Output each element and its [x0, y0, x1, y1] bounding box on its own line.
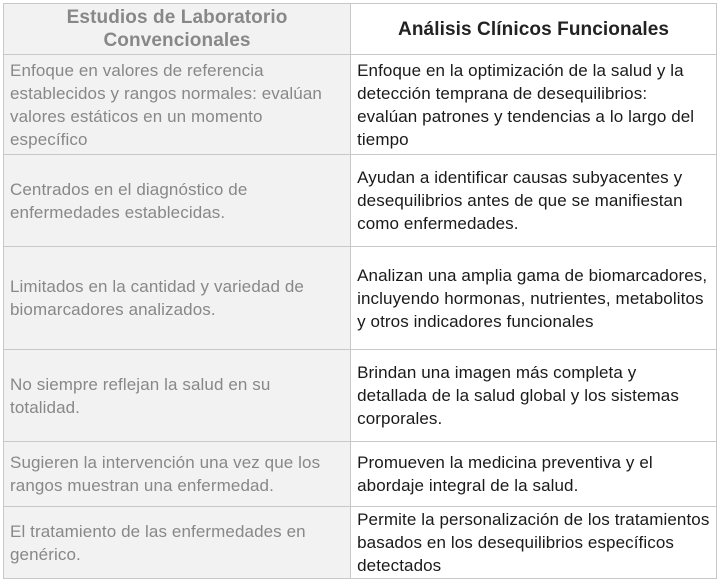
- functional-cell: Promueven la medicina preventiva y el abordaje integral de la salud.: [351, 442, 717, 507]
- functional-cell: Permite la personalización de los tratamientos basados en los desequilibrios específicos detectados: [351, 507, 717, 579]
- table-row: [4, 507, 717, 579]
- functional-cell: Enfoque en la optimización de la salud y la detección temprana de desequilibrios: evalúan patrones y tendencias a lo largo del tiempo: [351, 55, 717, 155]
- table-header-row: [4, 4, 717, 55]
- header-conventional: Estudios de Laboratorio Convencionales: [4, 4, 351, 55]
- functional-cell: Analizan una amplia gama de biomarcadores, incluyendo hormonas, nutrientes, metabolitos y otros indicadores funcionales: [351, 247, 717, 350]
- header-functional: Análisis Clínicos Funcionales: [351, 4, 717, 55]
- functional-cell: Ayudan a identificar causas subyacentes y desequilibrios antes de que se manifiestan como enfermedades.: [351, 155, 717, 247]
- table-row: [4, 247, 717, 350]
- functional-cell: Brindan una imagen más completa y detallada de la salud global y los sistemas corporales.: [351, 350, 717, 442]
- conventional-cell: El tratamiento de las enfermedades en genérico.: [4, 507, 351, 579]
- conventional-cell: Centrados en el diagnóstico de enfermedades establecidas.: [4, 155, 351, 247]
- conventional-cell: Enfoque en valores de referencia establecidos y rangos normales: evalúan valores estáticos en un momento específico: [4, 55, 351, 155]
- conventional-cell: Sugieren la intervención una vez que los rangos muestran una enfermedad.: [4, 442, 351, 507]
- table-row: [4, 155, 717, 247]
- comparison-table: [3, 3, 717, 579]
- conventional-cell: No siempre reflejan la salud en su totalidad.: [4, 350, 351, 442]
- conventional-cell: Limitados en la cantidad y variedad de biomarcadores analizados.: [4, 247, 351, 350]
- table-row: [4, 55, 717, 155]
- table-row: [4, 442, 717, 507]
- table-row: [4, 350, 717, 442]
